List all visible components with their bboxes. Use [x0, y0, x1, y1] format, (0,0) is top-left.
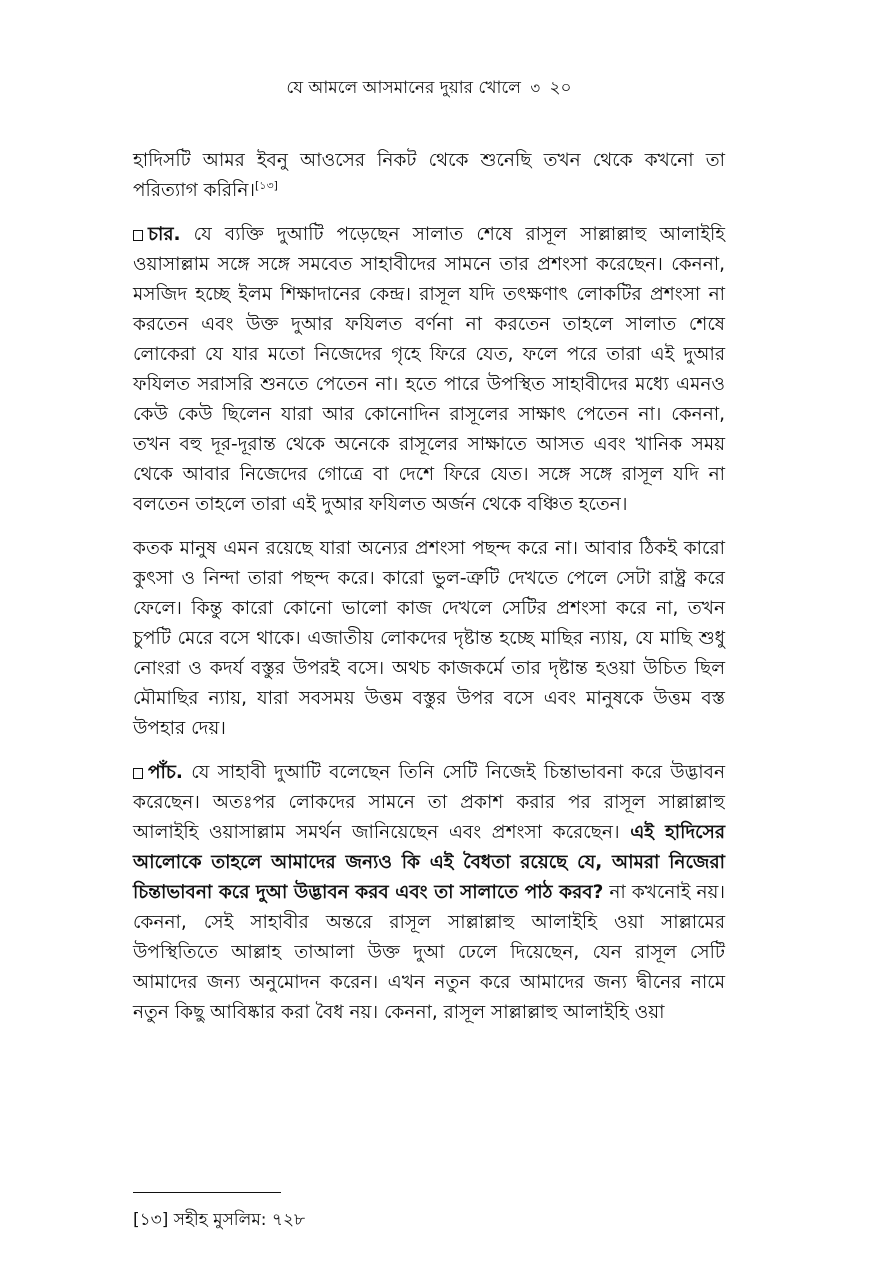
footnote-reference: [১৩]: [255, 179, 278, 192]
square-bullet-icon: [133, 768, 143, 779]
paragraph-4-text-start: যে সাহাবী দুআটি বলেছেন তিনি সেটি নিজেই চিন্তাভাবনা করে উদ্ভাবন করেছেন। অতঃপর লোকদের সামনে তা প্রকাশ করার পর রাসূল সাল্লাল্লাহু আলাইহি ওয়াসাল্লাম সমর্থন জানিয়েছেন এবং প্রশংসা করেছেন।: [133, 762, 726, 843]
footnote-marker: [১৩]: [133, 1210, 169, 1230]
paragraph-1-text: হাদিসটি আমর ইবনু আওসের নিকট থেকে শুনেছি তখন থেকে কখনো তা পরিত্যাগ করিনি।: [133, 150, 725, 201]
footnote-text: সহীহ মুসলিম: ৭২৮: [173, 1210, 306, 1230]
running-head-title: যে আমলে আসমানের দুয়ার খোলে: [286, 78, 521, 98]
footnote-divider: [133, 1192, 281, 1193]
paragraph-2: [133, 220, 725, 520]
point-heading-five: পাঁচ.: [148, 762, 183, 783]
paragraph-1: [133, 146, 725, 206]
paragraph-2-text: যে ব্যক্তি দুআটি পড়েছেন সালাত শেষে রাসূল সাল্লাল্লাহু আলাইহি ওয়াসাল্লাম সঙ্গে সঙ্গে সমবেত সাহাবীদের সামনে তার প্রশংসা করেছেন। কেননা, মসজিদ হচ্ছে ইলম শিক্ষাদানের কেন্দ্র। রাসূল যদি তৎক্ষণাৎ লোকটির প্রশংসা না করতেন এবং উক্ত দুআর ফযিলত বর্ণনা না করতেন তাহলে সালাত শেষে লোকেরা যে যার মতো নিজেদের গৃহে ফিরে যেত, ফলে পরে তারা এই দুআর ফযিলত সরাসরি শুনতে পেতেন না। হতে পারে উপস্থিত সাহাবীদের মধ্যে এমনও কেউ কেউ ছিলেন যারা আর কোনোদিন রাসূলের সাক্ষাৎ পেতেন না। কেননা, তখন বহু দূর-দূরান্ত থেকে অনেকে রাসূলের সাক্ষাতে আসত এবং খানিক সময় থেকে আবার নিজেদের গোত্রে বা দেশে ফিরে যেত। সঙ্গে সঙ্গে রাসূল যদি না বলতেন তাহলে তারা এই দুআর ফযিলত অর্জন থেকে বঞ্চিত হতেন।: [133, 224, 726, 515]
square-bullet-icon: [133, 230, 143, 241]
body-text: [133, 146, 725, 1042]
paragraph-4-text-end: না কখনোই নয়। কেননা, সেই সাহাবীর অন্তরে রাসূল সাল্লাল্লাহু আলাইহি ওয়া সাল্লামের উপস্থিতিতে আল্লাহ তাআলা উক্ত দুআ ঢেলে দিয়েছেন, যেন রাসূল সেটি আমাদের জন্য অনুমোদন করেন। এখন নতুন করে আমাদের জন্য দ্বীনের নামে নতুন কিছু আবিষ্কার করা বৈধ নয়। কেননা, রাসূল সাল্লাল্লাহু আলাইহি ওয়া: [133, 882, 726, 1023]
point-heading-four: চার.: [148, 224, 181, 245]
paragraph-3: [133, 534, 725, 744]
page-number: ২০: [549, 78, 572, 98]
paragraph-4-bold-question: এই হাদিসের আলোকে তাহলে আমাদের জন্যও কি এই বৈধতা রয়েছে যে, আমরা নিজেরা চিন্তাভাবনা করে দুআ উদ্ভাবন করব এবং তা সালাতে পাঠ করব?: [133, 822, 725, 903]
paragraph-4: [133, 758, 725, 1028]
book-page: [133, 0, 725, 1264]
footnote: [133, 1208, 305, 1232]
running-head: [133, 76, 725, 100]
running-head-separator: ৩: [530, 79, 541, 97]
paragraph-3-text: কতক মানুষ এমন রয়েছে যারা অন্যের প্রশংসা পছন্দ করে না। আবার ঠিকই কারো কুৎসা ও নিন্দা তারা পছন্দ করে। কারো ভুল-ত্রুটি দেখতে পেলে সেটা রাষ্ট্র করে ফেলে। কিন্তু কারো কোনো ভালো কাজ দেখলে সেটির প্রশংসা করে না, তখন চুপটি মেরে বসে থাকে। এজাতীয় লোকদের দৃষ্টান্ত হচ্ছে মাছির ন্যায়, যে মাছি শুধু নোংরা ও কদর্য বস্তুর উপরই বসে। অথচ কাজকর্মে তার দৃষ্টান্ত হওয়া উচিত ছিল মৌমাছির ন্যায়, যারা সবসময় উত্তম বস্তুর উপর বসে এবং মানুষকে উত্তম বস্ত উপহার দেয়।: [133, 538, 725, 739]
